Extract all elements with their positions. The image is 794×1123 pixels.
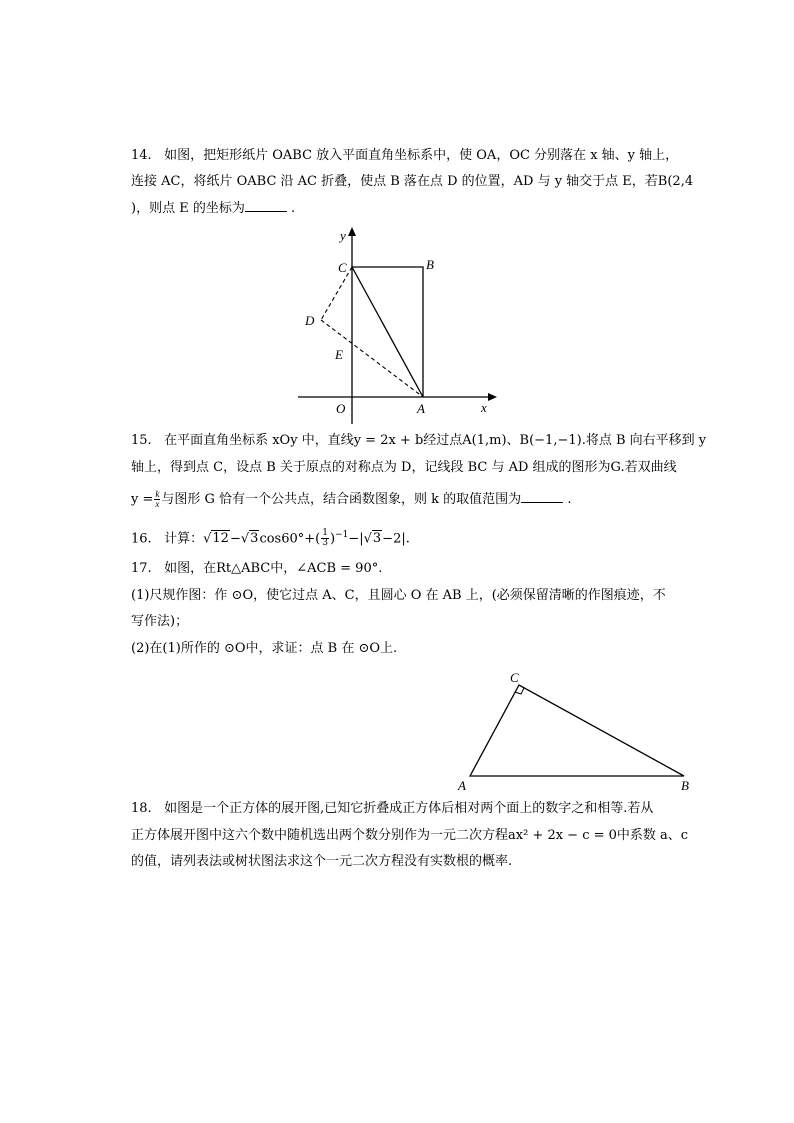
- label-C: C: [510, 670, 519, 685]
- sqrt-symbol: √: [363, 531, 372, 547]
- cos-term: cos60°+: [259, 531, 316, 547]
- p17-line2: (1)尺规作图：作 ⊙O，使它过点 A、C，且圆心 O 在 AB 上，(必须保留清晰的作图痕迹，不: [131, 588, 666, 603]
- answer-blank: [521, 490, 563, 503]
- paren-open: (: [315, 531, 321, 547]
- p15-text-3: 与图形 G 恰有一个公共点，结合函数图象，则 k 的取值范围为: [161, 492, 522, 507]
- p15-eq-y: y =: [131, 492, 154, 507]
- p17-line1: [131, 560, 382, 578]
- p17-text-1: 如图，在Rt△ABC中，∠ACB = 90°.: [164, 561, 383, 576]
- p14-line1: [131, 147, 678, 165]
- sqrt-3: 3: [250, 531, 259, 547]
- label-E: E: [335, 347, 343, 362]
- sqrt-12: 12: [212, 531, 229, 547]
- p18-line1: [131, 800, 653, 818]
- label-y: y: [340, 228, 346, 243]
- p18-text-1: 如图是一个正方体的展开图,已知它折叠成正方体后相对两个面上的数字之和相等.若从: [164, 801, 654, 816]
- p16-number: 16.: [131, 531, 152, 547]
- p18-line3: 的值，请列表法或树状图法求这个一元二次方程没有实数根的概率.: [131, 854, 513, 869]
- label-A: A: [417, 401, 425, 416]
- p18-number: 18.: [131, 801, 152, 816]
- figure-right-triangle: [452, 668, 697, 798]
- p14-line2: 连接 AC，将纸片 OABC 沿 AC 折叠，使点 B 落在点 D 的位置，AD 与 y 轴交于点 E，若B(2,4: [131, 174, 694, 189]
- p14-period: .: [290, 201, 296, 216]
- p15-period: .: [567, 492, 572, 507]
- sqrt-symbol: √: [240, 531, 250, 547]
- abs-open: −|: [348, 531, 364, 547]
- p16-label: 计算：: [164, 531, 204, 547]
- p16-line: [131, 526, 410, 548]
- y-axis-arrow: [348, 227, 356, 236]
- p17-line4: (2)在(1)所作的 ⊙O中，求证：点 B 在 ⊙O上.: [131, 641, 398, 656]
- p15-number: 15.: [131, 433, 152, 448]
- label-C: C: [338, 260, 347, 275]
- minus-sign: −: [229, 531, 241, 547]
- k-over-x-fraction: $\frac{k}{x}$: [155, 489, 160, 509]
- abs-tail: −2|.: [382, 531, 410, 547]
- x-axis-arrow: [488, 393, 497, 401]
- sqrt-symbol: √: [203, 531, 212, 547]
- p17-line3: 写作法)；: [131, 614, 189, 629]
- label-A: A: [458, 778, 466, 793]
- dashed-CD: [321, 267, 352, 320]
- label-B: B: [681, 778, 689, 793]
- label-O: O: [336, 401, 346, 416]
- p18-line2: 正方体展开图中这六个数中随机选出两个数分别作为一元二次方程ax² + 2x − c = 0中系数 a、c: [131, 828, 689, 843]
- p15-line1: [131, 432, 706, 450]
- p14-text-1: 如图，把矩形纸片 OABC 放入平面直角坐标系中，使 OA，OC 分别落在 x 轴、y 轴上，: [164, 148, 679, 163]
- answer-blank: [245, 199, 287, 212]
- label-x: x: [481, 400, 487, 415]
- p14-line3: [131, 199, 295, 218]
- exponent: −1: [335, 530, 349, 540]
- one-third-fraction: $\frac{1}{3}$: [322, 528, 328, 549]
- p17-number: 17.: [131, 561, 152, 576]
- p15-line2: 轴上，得到点 C，设点 B 关于原点的对称点为 D，记线段 BC 与 AD 组成的图形为G.若双曲线: [131, 460, 677, 475]
- p15-text-1: 在平面直角坐标系 xOy 中，直线y = 2x + b经过点A(1,m)、B(−1,−1).将点 B 向右平移到 y: [164, 433, 707, 448]
- sqrt-3b: 3: [372, 531, 382, 547]
- p15-line3: [131, 490, 571, 509]
- p14-number: 14.: [131, 148, 152, 163]
- triangle-ABC: [470, 685, 684, 776]
- label-B: B: [426, 257, 434, 272]
- p14-text-3: )，则点 E 的坐标为: [131, 201, 245, 216]
- label-D: D: [305, 313, 315, 328]
- diagonal-AC: [352, 267, 423, 397]
- figure-folded-rectangle: [290, 224, 505, 424]
- paren-close: ): [329, 531, 336, 547]
